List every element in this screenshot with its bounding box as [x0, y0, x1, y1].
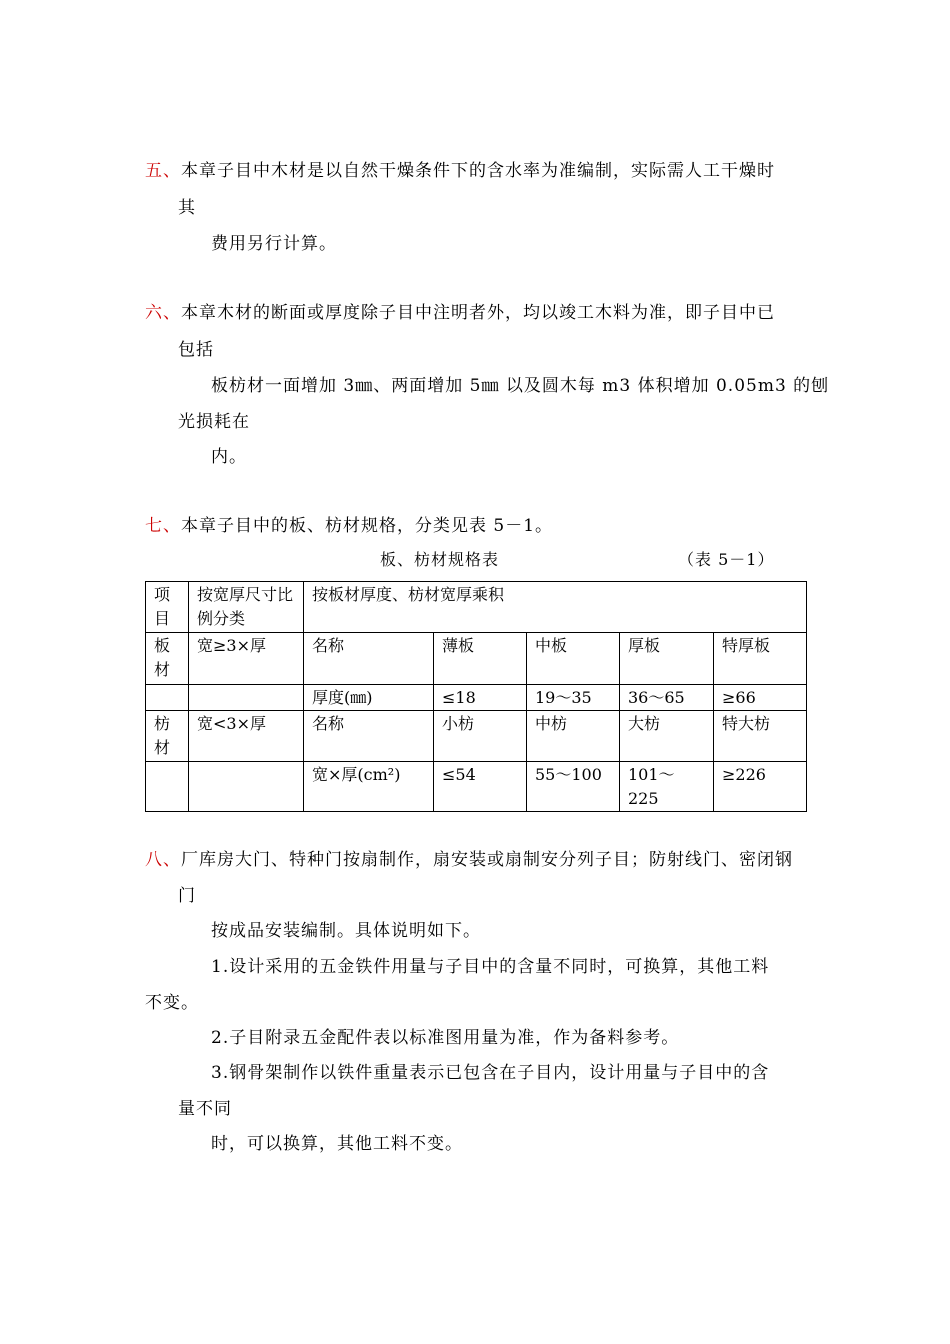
- table-title: 板、枋材规格表: [380, 550, 500, 569]
- board-ratio-cell: 宽≥3×厚: [189, 633, 304, 685]
- board-name-thin: 薄板: [434, 633, 527, 685]
- board-name-label-cell: 名称: [304, 633, 434, 685]
- header-ratio-cell: 按宽厚尺寸比例分类: [189, 582, 304, 633]
- section-8-item-3-line-2: 量不同: [178, 1099, 232, 1119]
- section-8-text: 厂库房大门、特种门按扇制作，扇安装或扇制安分列子目；防射线门、密闭钢: [181, 850, 793, 870]
- square-name-large: 大枋: [620, 711, 714, 762]
- board-measure-label-cell: 厚度(㎜): [304, 685, 434, 711]
- square-measure-label-cell: 宽×厚(cm²): [304, 762, 434, 812]
- board-name-row: [146, 633, 807, 685]
- board-value-thick: 36～65: [620, 685, 714, 711]
- board-value-row: [146, 685, 807, 711]
- square-value-extra-large: ≥226: [714, 762, 807, 812]
- section-5-text: 本章子目中木材是以自然干燥条件下的含水率为准编制，实际需人工干燥时: [181, 161, 775, 181]
- section-5-line-2: 其: [178, 198, 196, 218]
- square-name-row: [146, 711, 807, 762]
- section-7-text: 本章子目中的板、枋材规格，分类见表 5－1。: [181, 516, 554, 536]
- section-8-item-2: 2.子目附录五金配件表以标准图用量为准，作为备料参考。: [211, 1028, 680, 1048]
- section-6-line-2: 包括: [178, 340, 214, 360]
- empty-cell: [189, 762, 304, 812]
- board-value-medium: 19～35: [527, 685, 620, 711]
- section-8-line-3: 按成品安装编制。具体说明如下。: [211, 921, 481, 941]
- square-value-small: ≤54: [434, 762, 527, 812]
- table-reference: （表 5－1）: [678, 550, 775, 569]
- board-label-cell: 板材: [146, 633, 189, 685]
- section-8-item-3-line-1: 3.钢骨架制作以铁件重量表示已包含在子目内，设计用量与子目中的含: [211, 1063, 770, 1083]
- header-item-cell: 项目: [146, 582, 189, 633]
- board-name-medium: 中板: [527, 633, 620, 685]
- empty-cell: [146, 685, 189, 711]
- board-name-thick: 厚板: [620, 633, 714, 685]
- board-name-extra-thick: 特厚板: [714, 633, 807, 685]
- section-6-line-3: 板枋材一面增加 3㎜、两面增加 5㎜ 以及圆木每 m3 体积增加 0.05m3 的刨: [211, 376, 830, 396]
- section-6-text: 本章木材的断面或厚度除子目中注明者外，均以竣工木料为准，即子目中已: [181, 303, 775, 323]
- board-value-extra-thick: ≥66: [714, 685, 807, 711]
- empty-cell: [189, 685, 304, 711]
- board-value-thin: ≤18: [434, 685, 527, 711]
- table-header-row: [146, 582, 807, 633]
- section-5-line-1: [145, 160, 775, 182]
- empty-cell: [146, 762, 189, 812]
- section-6-line-5: 内。: [211, 447, 247, 467]
- section-8-number: 八、: [145, 850, 181, 870]
- section-5-number: 五、: [145, 161, 181, 181]
- section-5-line-3: 费用另行计算。: [211, 234, 337, 254]
- square-name-label-cell: 名称: [304, 711, 434, 762]
- section-6-line-4: 光损耗在: [178, 412, 250, 432]
- spec-table: [145, 581, 807, 812]
- section-8-item-1-line-2: 不变。: [145, 993, 199, 1013]
- square-name-small: 小枋: [434, 711, 527, 762]
- square-ratio-cell: 宽<3×厚: [189, 711, 304, 762]
- square-value-large: 101～225: [620, 762, 714, 812]
- section-6-number: 六、: [145, 303, 181, 323]
- section-6-line-1: [145, 302, 775, 324]
- square-name-extra-large: 特大枋: [714, 711, 807, 762]
- section-8-line-2: 门: [178, 886, 196, 906]
- square-name-medium: 中枋: [527, 711, 620, 762]
- section-8-item-1-line-1: 1.设计采用的五金铁件用量与子目中的含量不同时，可换算，其他工料: [211, 957, 770, 977]
- header-spec-cell: 按板材厚度、枋材宽厚乘积: [304, 582, 807, 633]
- section-7-number: 七、: [145, 516, 181, 536]
- square-value-row: [146, 762, 807, 812]
- square-value-medium: 55～100: [527, 762, 620, 812]
- section-8-line-1: [145, 849, 793, 871]
- section-8-item-3-line-3: 时，可以换算，其他工料不变。: [211, 1134, 463, 1154]
- square-label-cell: 枋材: [146, 711, 189, 762]
- section-7-line-1: [145, 515, 553, 537]
